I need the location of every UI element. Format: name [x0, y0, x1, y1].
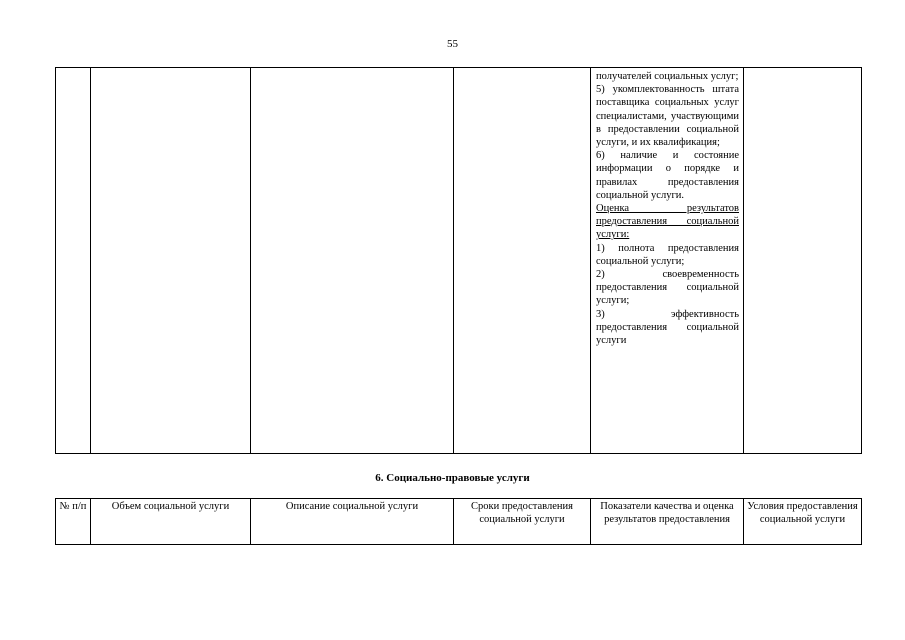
header-volume: Объем социальной услуги — [91, 499, 251, 545]
section-title: 6. Социально-правовые услуги — [375, 472, 530, 484]
volume-cell — [91, 68, 251, 454]
header-terms: Сроки предоставления социальной услуги — [454, 499, 591, 545]
results-assessment-heading: Оценка результатов предоставления социальной услуги: — [596, 203, 739, 241]
quality-line: 2) своевременность предоставления социальной услуги; — [596, 269, 739, 307]
quality-line: 5) укомплектованность штата поставщика социальных услуг специалистами, участвующими в предоставлении социальной услуги, и их квалификация; — [596, 84, 739, 149]
quality-line: получателей социальных услуг; — [596, 71, 739, 82]
conditions-cell — [744, 68, 862, 454]
table-header-row — [56, 499, 862, 545]
continued-services-table — [55, 67, 862, 454]
header-quality: Показатели качества и оценка результатов предоставления — [591, 499, 744, 545]
header-description: Описание социальной услуги — [251, 499, 454, 545]
number-cell — [56, 68, 91, 454]
quality-line: 3) эффективность предоставления социальной услуги — [596, 308, 739, 347]
description-cell — [251, 68, 454, 454]
quality-indicators-text — [591, 68, 743, 347]
header-number: № п/п — [56, 499, 91, 545]
legal-services-table — [55, 498, 862, 545]
header-conditions: Условия предоставления социальной услуги — [744, 499, 862, 545]
quality-line: 1) полнота предоставления социальной услуги; — [596, 242, 739, 267]
terms-cell — [454, 68, 591, 454]
quality-indicators-cell — [591, 68, 744, 454]
table-row — [56, 68, 862, 454]
quality-line: 6) наличие и состояние информации о порядке и правилах предоставления социальной услуги. — [596, 150, 739, 201]
page-number: 55 — [447, 38, 458, 50]
